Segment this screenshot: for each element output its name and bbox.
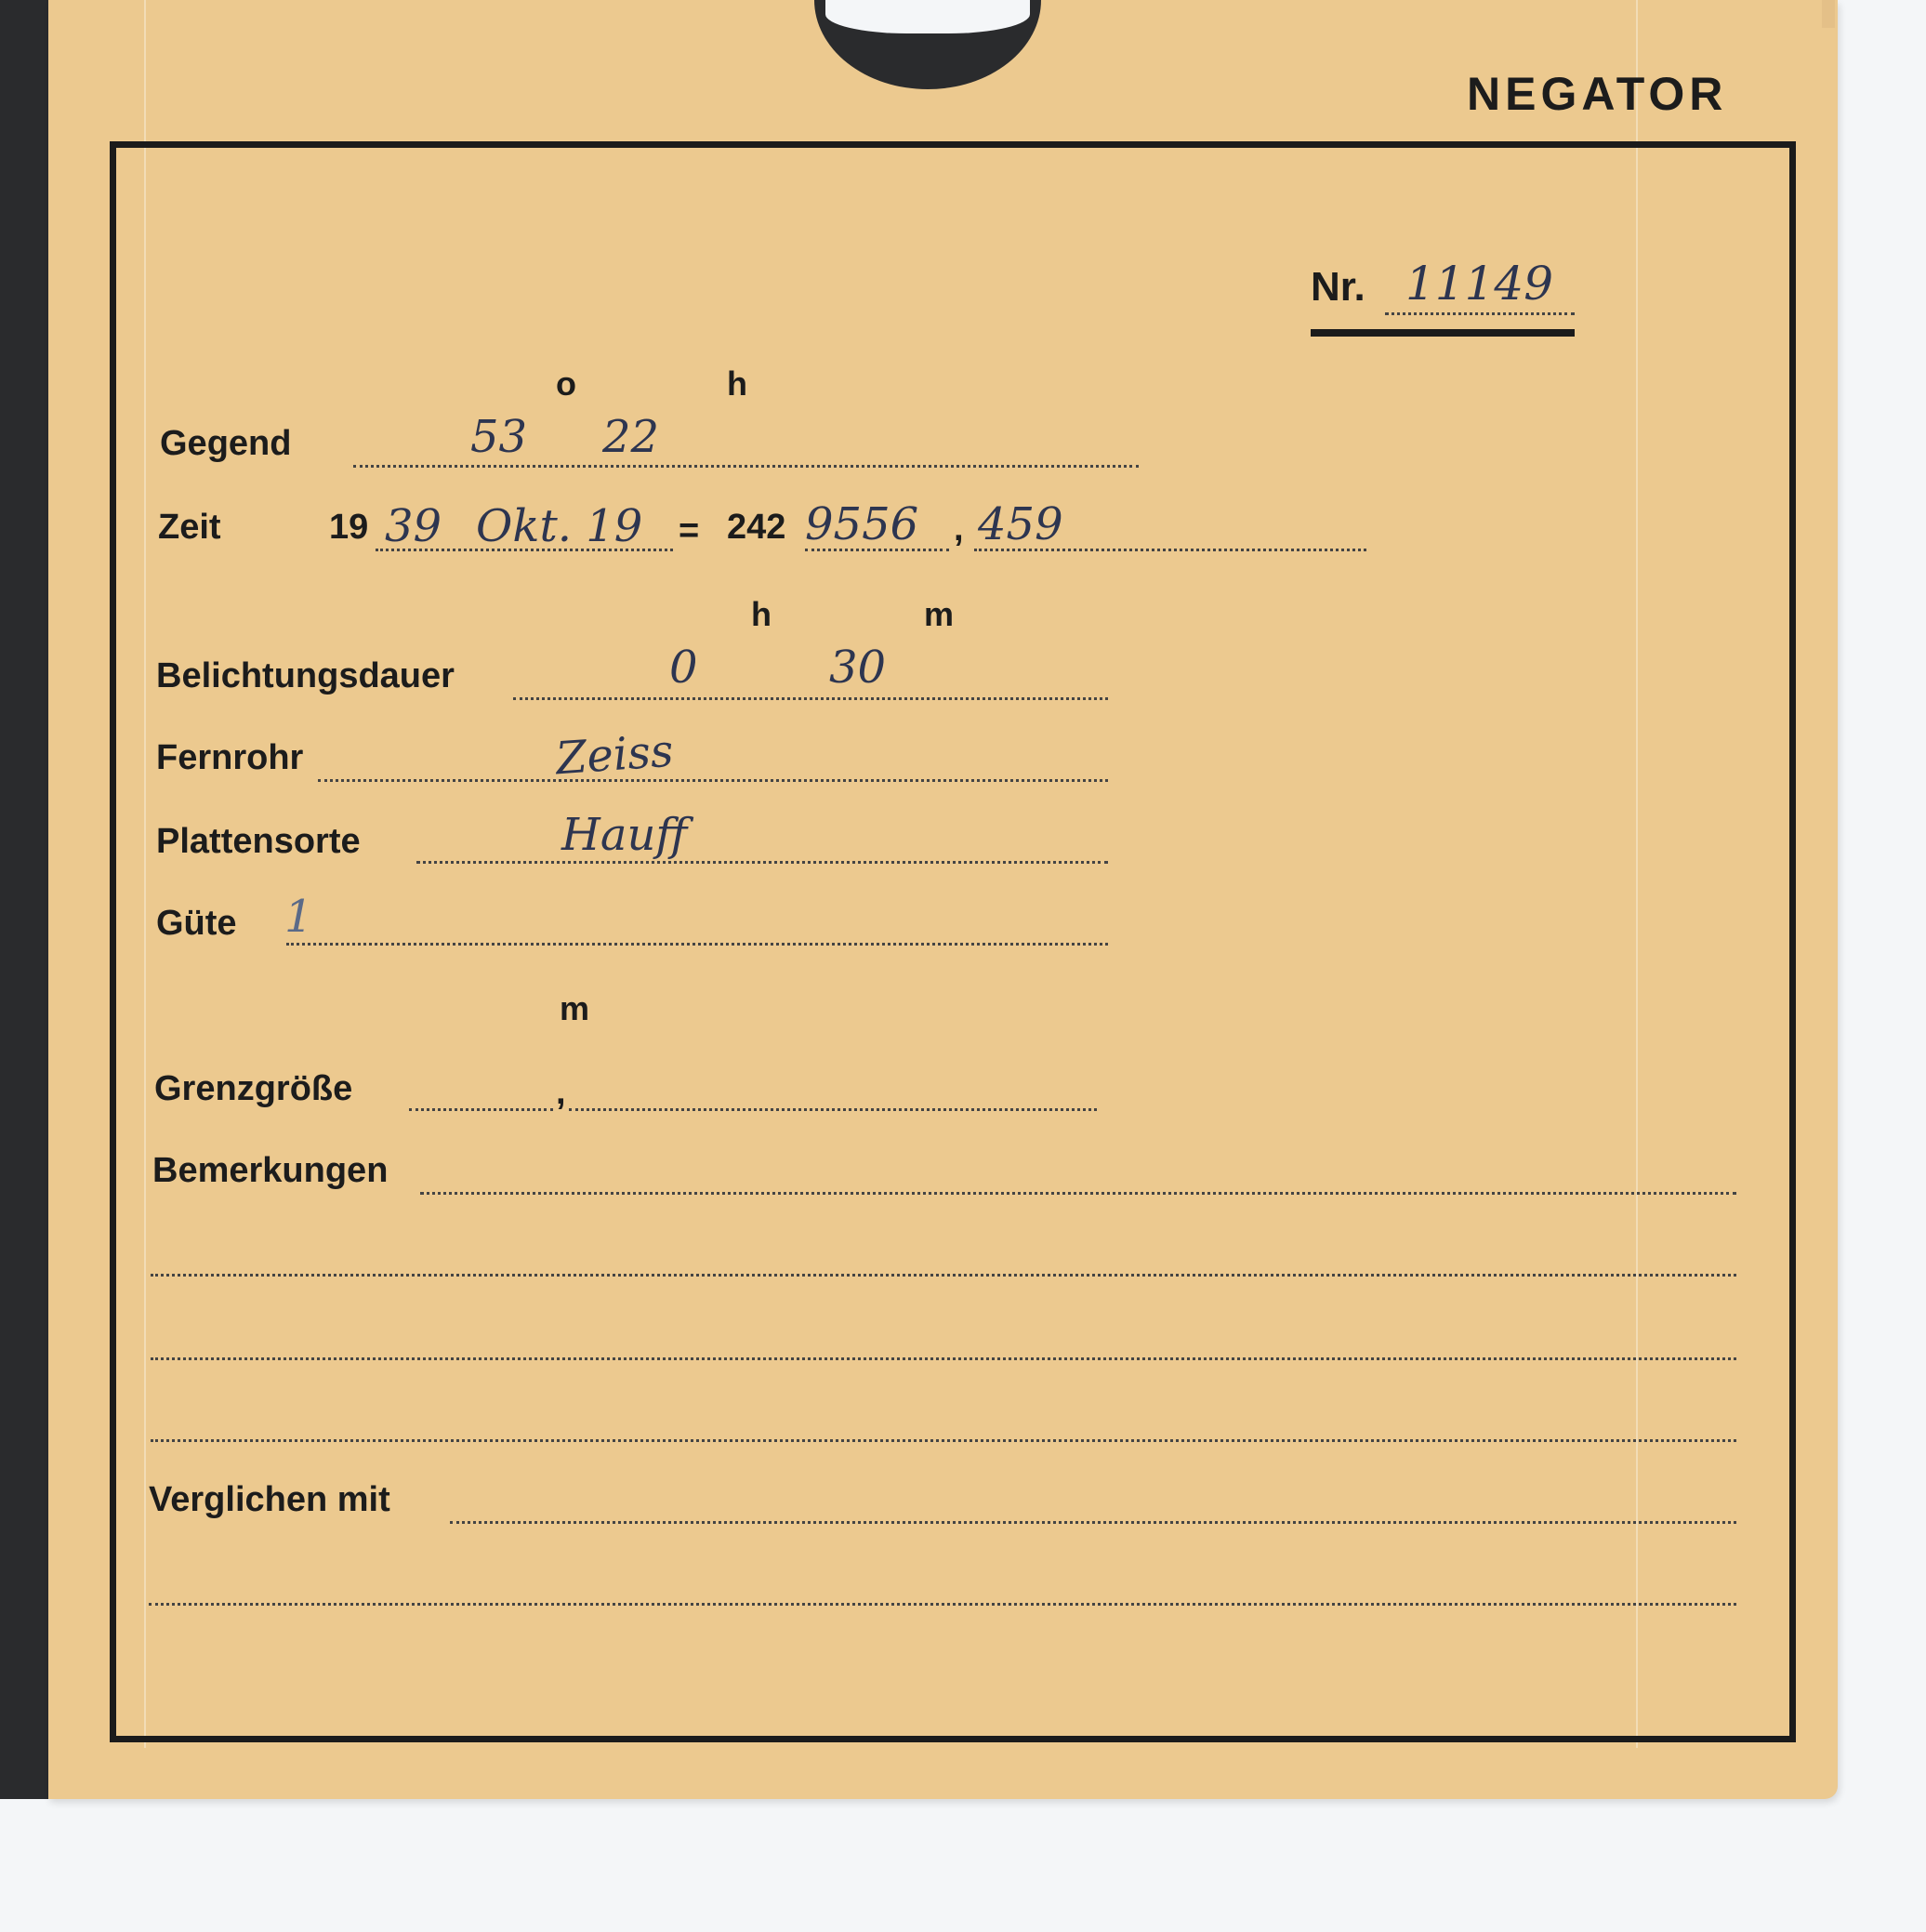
- plattensorte-value: Hauff: [561, 809, 688, 861]
- number-label: Nr.: [1311, 264, 1365, 310]
- number-dotted-line: [1385, 312, 1575, 315]
- gegend-degree-value: 53: [470, 411, 528, 463]
- envelope-spine: [0, 0, 50, 1799]
- zeit-date-dotted-line: [376, 549, 673, 551]
- zeit-comma: ,: [954, 509, 964, 549]
- zeit-jd-dotted-line: [805, 549, 949, 551]
- grenzgroesse-unit-m: m: [560, 989, 590, 1027]
- thumb-notch-opening: [825, 0, 1030, 33]
- zeit-equals: =: [679, 511, 700, 550]
- verglichen-dotted-line-1: [450, 1521, 1736, 1524]
- fernrohr-dotted-line: [318, 779, 1108, 782]
- zeit-date-value: Okt. 19: [476, 500, 643, 552]
- brand-title: NEGATOR: [1467, 68, 1728, 120]
- grenzgroesse-dotted-line-left: [409, 1108, 553, 1111]
- verglichen-label: Verglichen mit: [149, 1480, 390, 1519]
- gegend-unit-degree: o: [556, 364, 576, 403]
- zeit-label: Zeit: [158, 508, 221, 547]
- gegend-label: Gegend: [160, 424, 292, 463]
- zeit-year-prefix: 19: [329, 508, 369, 547]
- belichtung-hours-value: 0: [669, 642, 698, 694]
- belichtung-unit-h: h: [751, 595, 772, 633]
- grenzgroesse-comma: ,: [556, 1073, 566, 1112]
- bemerkungen-dotted-line-4: [151, 1439, 1736, 1442]
- belichtung-label: Belichtungsdauer: [156, 656, 455, 695]
- belichtung-unit-m: m: [924, 595, 955, 633]
- zeit-jd-fraction: 459: [978, 498, 1063, 550]
- zeit-fraction-dotted-line: [974, 549, 1366, 551]
- zeit-jd-prefix: 242: [727, 508, 786, 547]
- plattensorte-label: Plattensorte: [156, 822, 361, 861]
- fernrohr-label: Fernrohr: [156, 738, 304, 777]
- fernrohr-value: Zeiss: [554, 724, 676, 786]
- belichtung-minutes-value: 30: [829, 642, 887, 694]
- gegend-unit-hour: h: [727, 364, 747, 403]
- grenzgroesse-label: Grenzgröße: [154, 1069, 353, 1108]
- verglichen-dotted-line-2: [149, 1603, 1736, 1606]
- gegend-hour-value: 22: [602, 411, 660, 463]
- guete-dotted-line: [286, 943, 1108, 946]
- zeit-year-value: 39: [385, 500, 442, 552]
- guete-label: Güte: [156, 904, 237, 943]
- bemerkungen-dotted-line-3: [151, 1357, 1736, 1360]
- zeit-jd-value: 9556: [805, 498, 919, 550]
- belichtung-dotted-line: [513, 697, 1108, 700]
- guete-value: 1: [284, 891, 313, 943]
- bemerkungen-dotted-line-1: [420, 1192, 1736, 1195]
- bemerkungen-dotted-line-2: [151, 1274, 1736, 1277]
- number-underline: [1311, 329, 1575, 337]
- plattensorte-dotted-line: [416, 861, 1108, 864]
- gegend-dotted-line: [353, 465, 1139, 468]
- number-value: 11149: [1405, 257, 1554, 311]
- bemerkungen-label: Bemerkungen: [152, 1151, 389, 1190]
- grenzgroesse-dotted-line-right: [569, 1108, 1097, 1111]
- envelope-flap-edge: [1822, 0, 1835, 28]
